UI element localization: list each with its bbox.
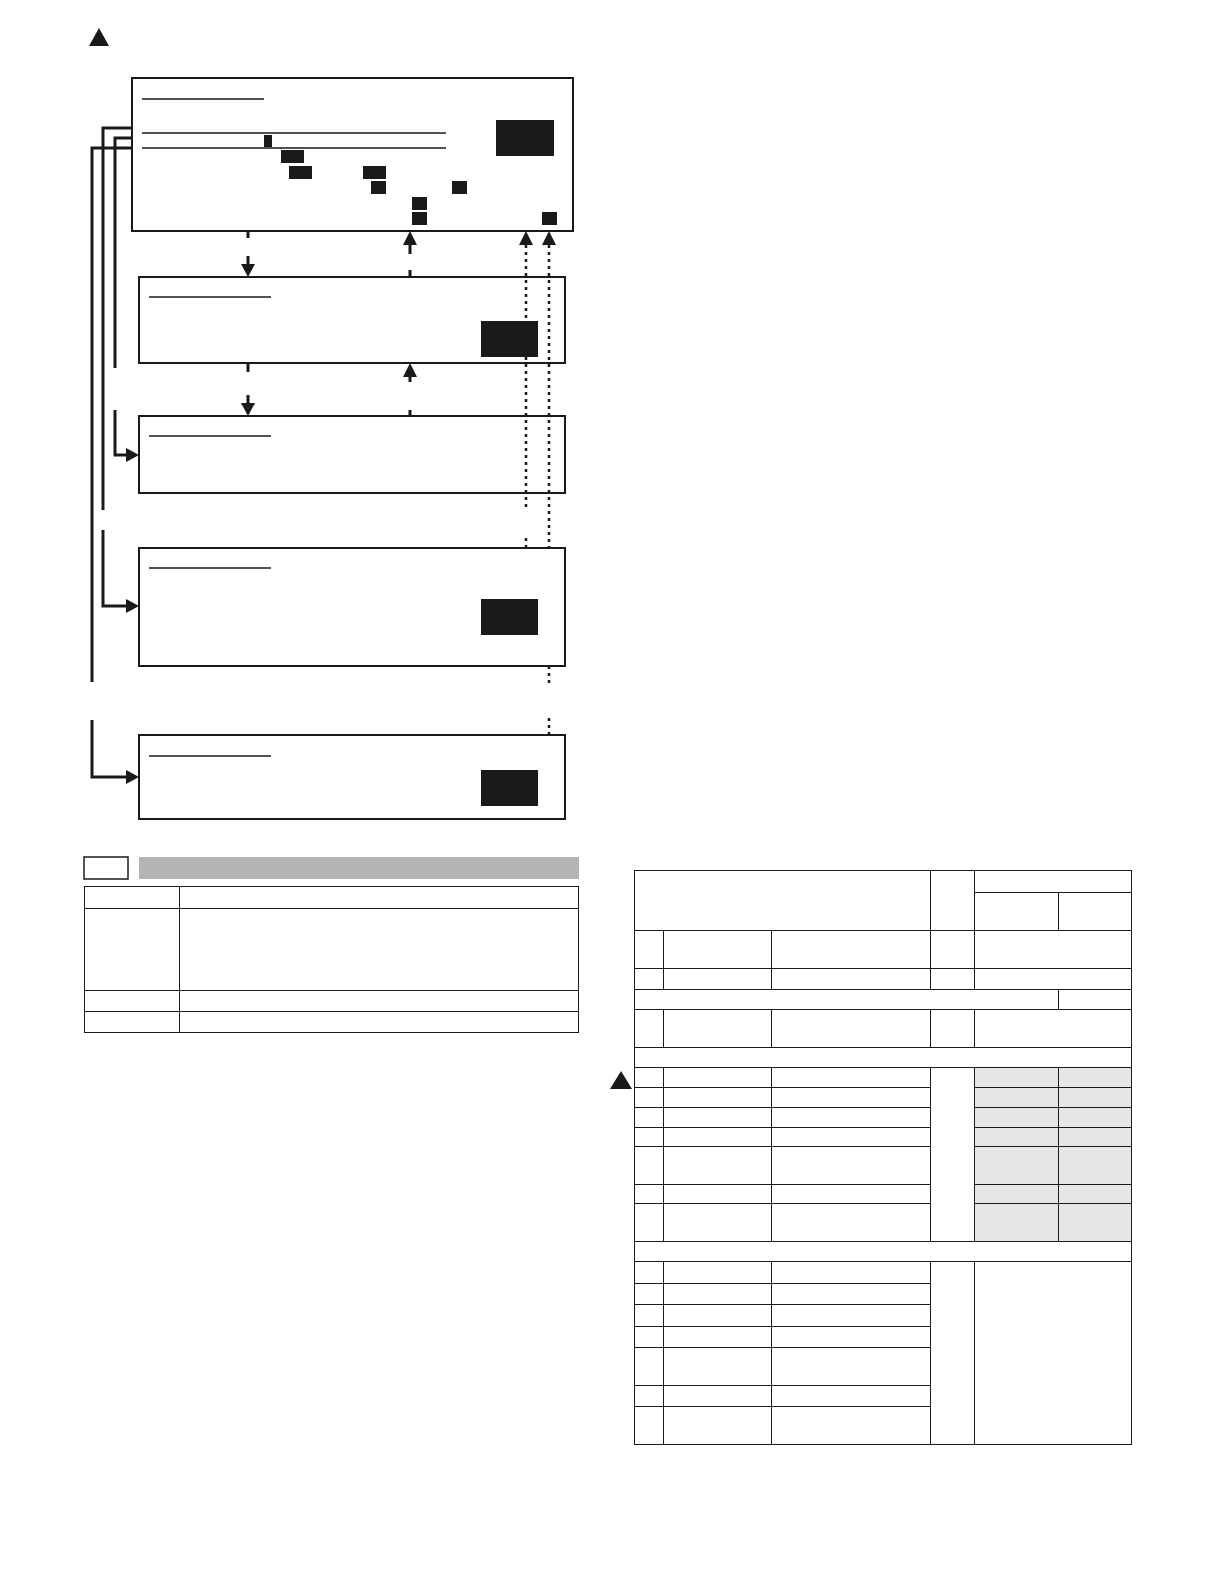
spec-value (180, 991, 579, 1012)
table-cell (772, 969, 931, 990)
highlight-block (452, 181, 467, 194)
highlight-block (289, 166, 312, 179)
screen-2 (139, 277, 565, 363)
highlight-block (363, 166, 386, 179)
highlight-block (412, 197, 427, 210)
table-cell (931, 969, 975, 990)
triangle-revision-icon (89, 28, 109, 46)
table-cell (975, 931, 1132, 969)
header-cell (635, 871, 931, 931)
table-row (85, 887, 579, 909)
highlight-block (412, 212, 427, 225)
table-row (85, 991, 579, 1012)
spec-value (180, 887, 579, 909)
merged-cell (931, 1262, 975, 1445)
arrowheads (126, 448, 139, 784)
table-row (85, 909, 579, 991)
spec-value (180, 909, 579, 991)
screen-4 (139, 548, 565, 666)
cursor-block (264, 135, 272, 147)
spec-key (85, 991, 180, 1012)
header-cell (975, 893, 1059, 931)
down-arrow-head (241, 403, 255, 416)
table-cell (975, 1010, 1132, 1048)
dotted-return-lines (526, 245, 549, 735)
section-label-box (84, 857, 128, 879)
merged-cell (975, 1262, 1132, 1445)
spec-key (85, 909, 180, 991)
settings-table (634, 870, 1132, 1445)
up-arrow-head (519, 231, 533, 245)
table-cell (635, 969, 664, 990)
header-cell (931, 871, 975, 931)
table-cell (1059, 990, 1132, 1010)
header-cell (1059, 893, 1132, 931)
table-cell (931, 931, 975, 969)
table-cell (635, 1010, 664, 1048)
up-arrow-head (542, 231, 556, 245)
up-arrow-head (403, 363, 417, 377)
table-cell (975, 969, 1132, 990)
spec-key (85, 887, 180, 909)
table-cell (772, 931, 931, 969)
screen-5 (139, 735, 565, 819)
display-block (496, 120, 554, 156)
triangle-revision-icon (610, 1071, 632, 1089)
table-cell (635, 931, 664, 969)
group-row (635, 1048, 1132, 1068)
spec-value (180, 1012, 579, 1033)
highlight-block (371, 181, 386, 194)
table-cell (931, 1010, 975, 1048)
display-block (481, 599, 538, 635)
section-header-bar (139, 857, 579, 879)
table-cell (664, 969, 772, 990)
highlight-block (281, 150, 304, 163)
table-row (85, 1012, 579, 1033)
screen-3 (139, 416, 565, 493)
spec-key (85, 1012, 180, 1033)
display-block (481, 321, 538, 357)
table-cell (772, 1010, 931, 1048)
spec-table (84, 886, 579, 1033)
merged-cell (931, 1068, 975, 1242)
group-row (635, 990, 1059, 1010)
highlight-block (542, 212, 557, 225)
group-row (635, 1242, 1132, 1262)
down-arrow-head (241, 264, 255, 277)
screen-main (132, 78, 573, 231)
up-arrow-head (403, 231, 417, 245)
header-cell (975, 871, 1132, 893)
table-cell (664, 931, 772, 969)
display-block (481, 770, 538, 806)
table-cell (664, 1010, 772, 1048)
